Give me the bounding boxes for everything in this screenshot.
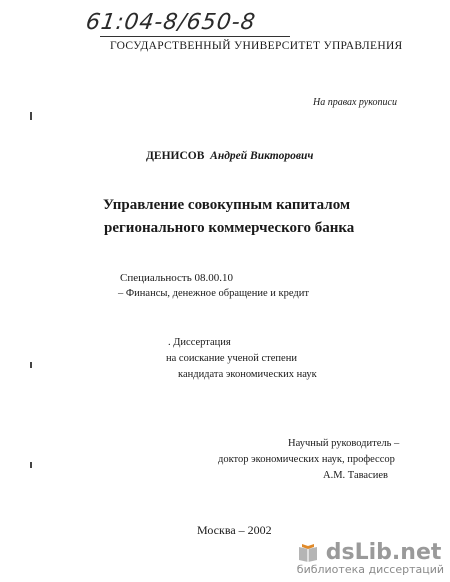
specialty-code: Специальность 08.00.10 [120,272,233,284]
author-name [146,150,313,162]
supervisor-name: А.М. Тавасиев [323,470,388,481]
watermark [297,540,444,576]
rights-note: На правах рукописи [313,97,397,108]
watermark-logo: dsLib.net [325,540,442,565]
archive-code-underline [100,36,290,37]
archive-code-handwritten: 61:04-8/650-8 [84,10,258,35]
specialty-name: – Финансы, денежное обращение и кредит [118,288,309,299]
author-surname: ДЕНИСОВ [146,150,205,162]
supervisor-role: Научный руководитель – [288,438,400,449]
margin-mark [30,462,32,468]
watermark-subtitle: библиотека диссертаций [296,563,444,576]
margin-mark [30,112,32,120]
book-icon [297,543,319,563]
supervisor-title: доктор экономических наук, профессор [218,454,395,465]
thesis-title-line-2: регионального коммерческого банка [104,220,355,236]
author-given-names: Андрей Викторович [210,150,314,162]
university-name: ГОСУДАРСТВЕННЫЙ УНИВЕРСИТЕТ УПРАВЛЕНИЯ [110,40,403,52]
city-year: Москва – 2002 [197,523,272,537]
dissertation-label: . Диссертация [168,337,231,348]
thesis-title-line-1: Управление совокупным капиталом [103,197,351,213]
degree-line-2: кандидата экономических наук [178,369,317,380]
margin-mark [30,362,32,368]
degree-line-1: на соискание ученой степени [166,353,297,364]
